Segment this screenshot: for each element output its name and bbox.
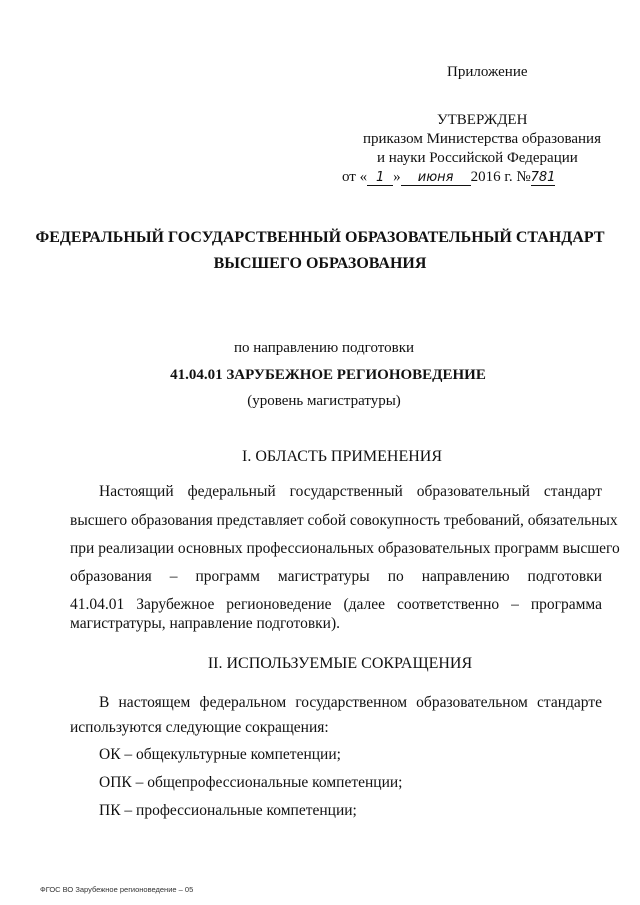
date-prefix: от « bbox=[342, 169, 368, 185]
abbreviation-item: ОПК – общепрофессиональные компетенции; bbox=[99, 774, 403, 791]
approved-title: УТВЕРЖДЕН bbox=[437, 112, 528, 128]
abbreviation-item: ПК – профессиональные компетенции; bbox=[99, 802, 357, 819]
section1-line: 41.04.01 Зарубежное регионоведение (далее соответственно – программа bbox=[70, 596, 602, 613]
standard-title-line2: ВЫСШЕГО ОБРАЗОВАНИЯ bbox=[213, 255, 427, 272]
standard-title-line1: ФЕДЕРАЛЬНЫЙ ГОСУДАРСТВЕННЫЙ ОБРАЗОВАТЕЛЬНЫЙ СТАНДАРТ bbox=[35, 229, 605, 246]
section2-heading: II. ИСПОЛЬЗУЕМЫЕ СОКРАЩЕНИЯ bbox=[207, 655, 473, 672]
section1-heading: I. ОБЛАСТЬ ПРИМЕНЕНИЯ bbox=[241, 448, 443, 465]
handwritten-month: июня bbox=[401, 171, 471, 186]
date-mid: » bbox=[393, 169, 401, 185]
section1-line: высшего образования представляет собой совокупность требований, обязательных bbox=[70, 512, 618, 529]
direction-prefix: по направлению подготовки bbox=[233, 340, 415, 356]
handwritten-order-number: 781 bbox=[530, 170, 556, 185]
section1-line: Настоящий федеральный государственный образовательный стандарт bbox=[99, 483, 602, 500]
direction-code-name: 41.04.01 ЗАРУБЕЖНОЕ РЕГИОНОВЕДЕНИЕ bbox=[170, 367, 486, 383]
approved-order-line: приказом Министерства образования bbox=[363, 131, 601, 147]
section2-line: используются следующие сокращения: bbox=[70, 719, 329, 736]
approval-date-line bbox=[342, 169, 555, 186]
appendix-label: Приложение bbox=[447, 64, 528, 80]
section1-line: магистратуры, направление подготовки). bbox=[70, 615, 341, 632]
section1-line: образования – программ магистратуры по направлению подготовки bbox=[70, 568, 602, 585]
approved-ministry-line: и науки Российской Федерации bbox=[377, 150, 578, 166]
abbreviation-item: ОК – общекультурные компетенции; bbox=[99, 746, 341, 763]
handwritten-day: 1 bbox=[367, 171, 393, 186]
date-year: 2016 г. № bbox=[470, 169, 531, 185]
section1-line: при реализации основных профессиональных образовательных программ высшего bbox=[70, 540, 620, 557]
education-level: (уровень магистратуры) bbox=[247, 393, 401, 409]
page-footer: ФГОС ВО Зарубежное регионоведение – 05 bbox=[40, 885, 194, 894]
section2-line: В настоящем федеральном государственном образовательном стандарте bbox=[99, 694, 602, 711]
